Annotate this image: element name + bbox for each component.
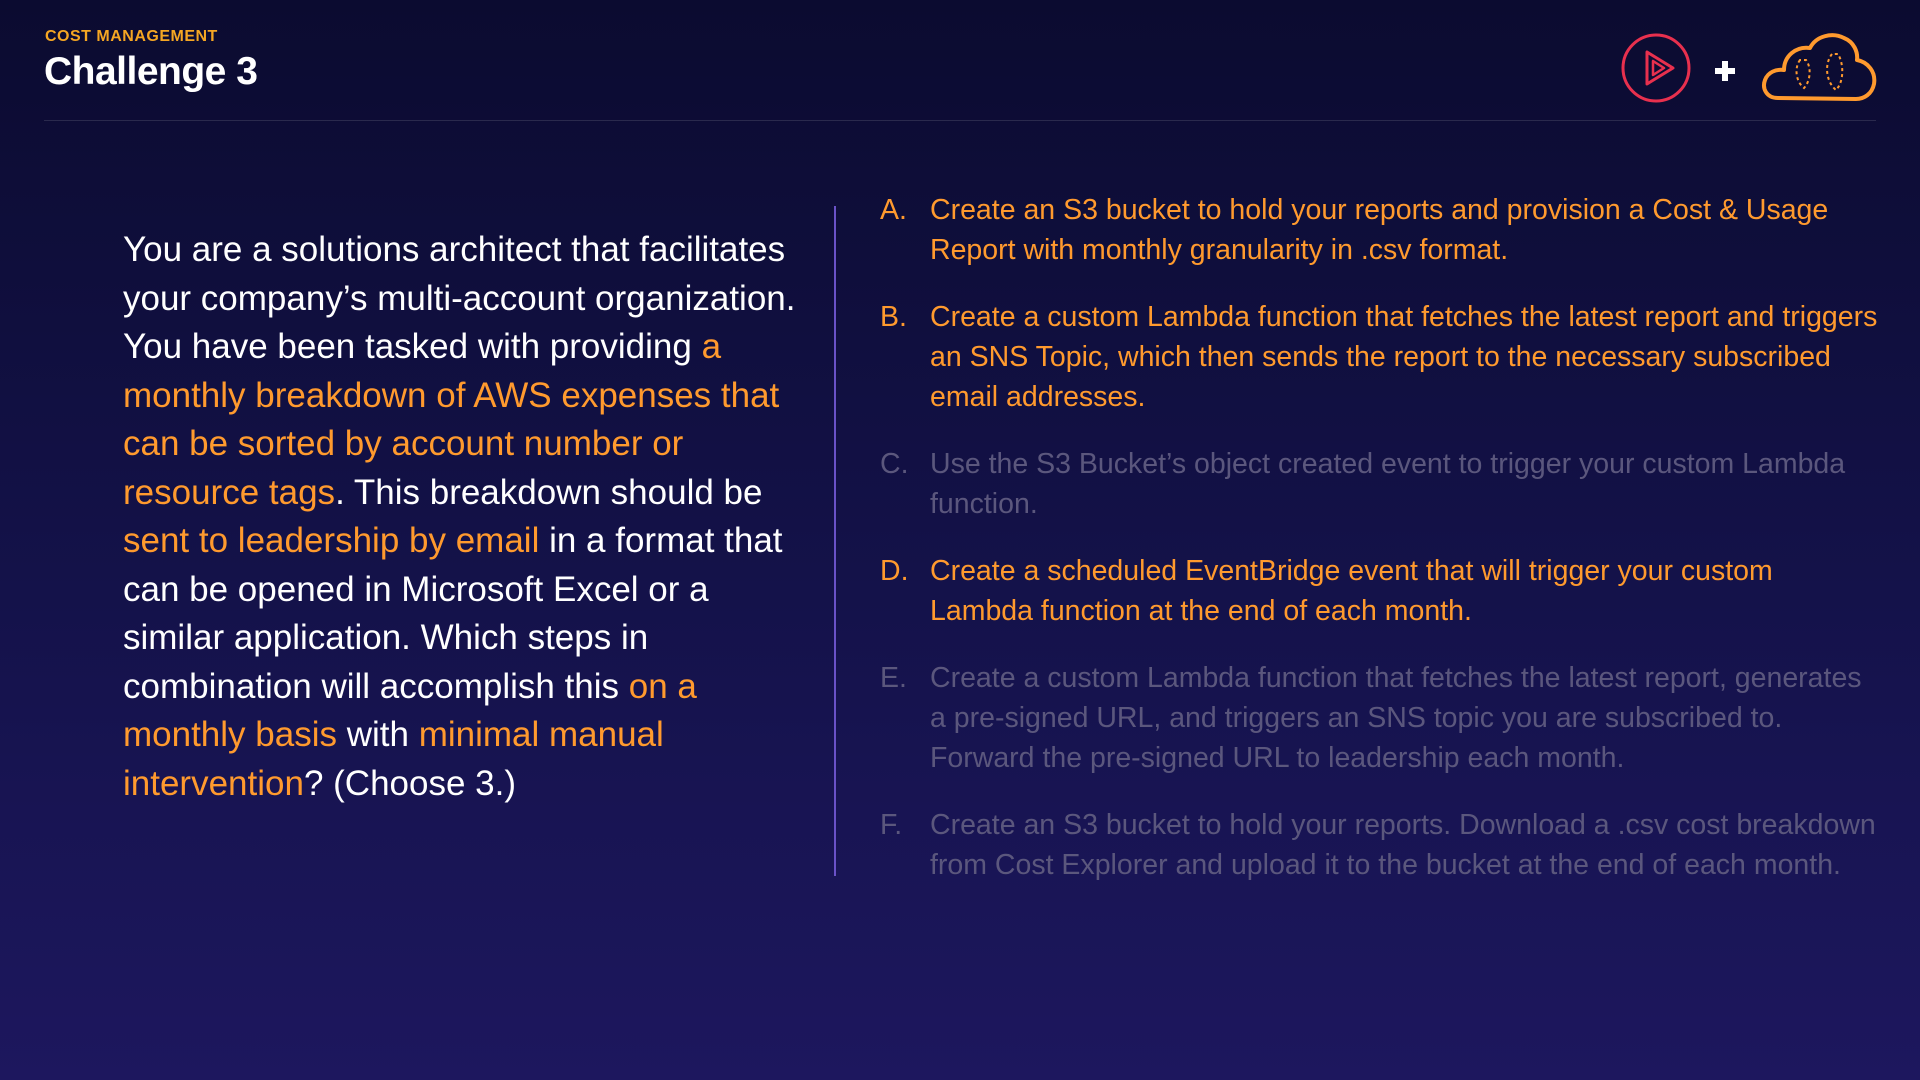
question-segment: ? (Choose 3.) [303, 763, 517, 803]
question-highlight: minimal manual intervention [123, 715, 664, 803]
cloud-icon [1760, 30, 1878, 104]
option-b [880, 297, 1880, 417]
option-text: Create an S3 bucket to hold your reports and provision a Cost & Usage Report with monthly granularity in .csv format. [930, 194, 1829, 266]
play-circle-icon [1620, 32, 1692, 104]
option-a [880, 190, 1880, 270]
answer-options [880, 190, 1880, 912]
question-text [123, 226, 803, 808]
option-letter: F. [880, 809, 903, 841]
option-text: Create a scheduled EventBridge event that will trigger your custom Lambda function at the end of each month. [930, 555, 1773, 627]
question-segment: . This breakdown should be [335, 472, 763, 512]
option-c [880, 444, 1880, 524]
question-segment: You are a solutions architect that facilitates your company’s multi-account organization. You have been tasked with providing [123, 230, 796, 366]
option-d [880, 551, 1880, 631]
question-highlight: a monthly breakdown of AWS expenses that can be sorted by account number or resource tags [123, 327, 780, 512]
option-letter: B. [880, 301, 907, 333]
option-e [880, 658, 1880, 778]
option-f [880, 805, 1880, 885]
option-letter: D. [880, 555, 909, 587]
option-text: Create an S3 bucket to hold your reports. Download a .csv cost breakdown from Cost Explorer and upload it to the bucket at the end of each month. [930, 809, 1876, 881]
header-divider [44, 120, 1876, 121]
question-segment: with [336, 715, 419, 754]
header-eyebrow: COST MANAGEMENT [45, 28, 218, 45]
column-divider [834, 206, 836, 876]
plus-icon [1712, 58, 1738, 84]
option-letter: A. [880, 194, 907, 226]
question-highlight: sent to leadership by email [123, 521, 540, 560]
option-letter: C. [880, 448, 909, 480]
question-highlight: on a monthly basis [123, 666, 697, 754]
page-title: Challenge 3 [44, 50, 258, 93]
option-text: Create a custom Lambda function that fetches the latest report, generates a pre-signed URL, and triggers an SNS topic you are subscribed to. Forward the pre-signed URL to leadership each month. [930, 662, 1862, 774]
option-text: Use the S3 Bucket’s object created event to trigger your custom Lambda function. [930, 448, 1846, 520]
option-letter: E. [880, 662, 907, 694]
option-text: Create a custom Lambda function that fetches the latest report and triggers an SNS Topic, which then sends the report to the necessary subscribed email addresses. [930, 301, 1878, 413]
question-segment: in a format that can be opened in Microsoft Excel or a similar application. Which steps in combination will accomplish this [123, 521, 783, 706]
